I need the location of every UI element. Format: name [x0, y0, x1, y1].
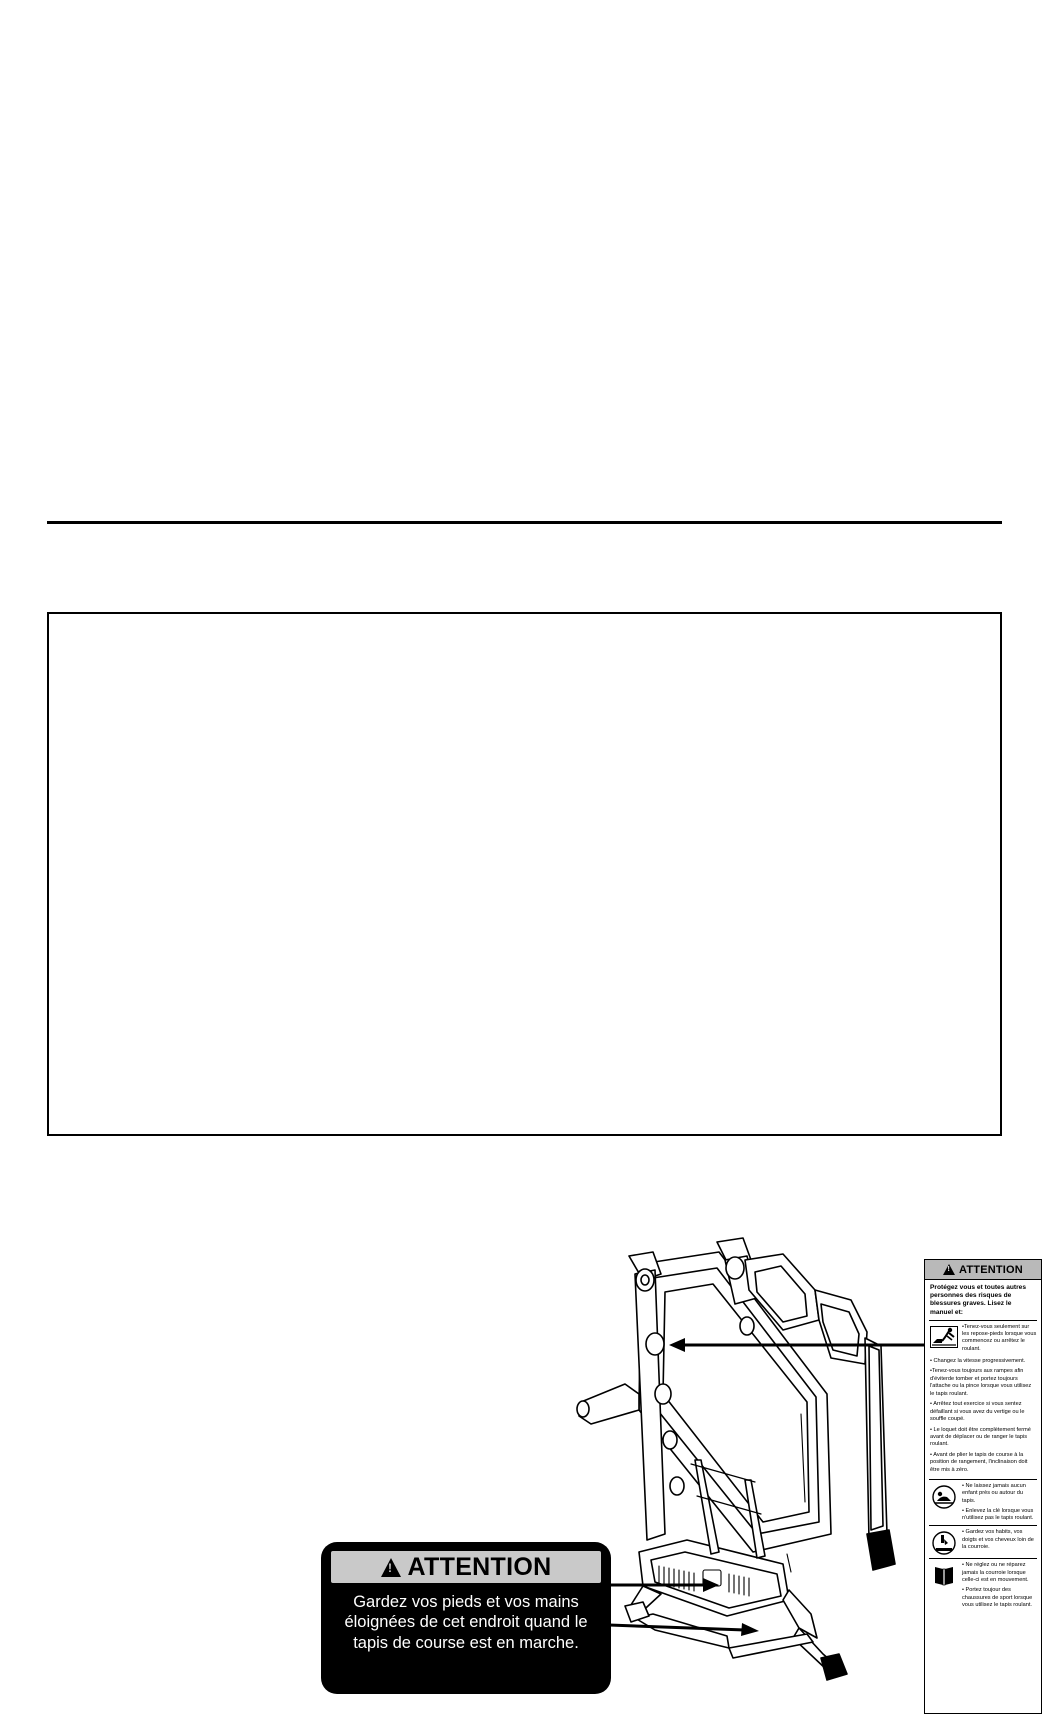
decal-section-children — [925, 1480, 1041, 1525]
decal-keep-clear — [321, 1542, 611, 1694]
decal-bullet: • Avant de plier le tapis de course à la position de rangement, l'inclinaison doit être mis à zéro. — [930, 1451, 1028, 1473]
callout-arrow-upper — [669, 1336, 927, 1354]
decal-section-hands — [925, 1526, 1041, 1558]
decal-right-lead: Protégez vous et toutes autres personnes des risques de blessures graves. Lisez le manuel et: — [930, 1284, 1026, 1316]
decal-section-hands-text — [962, 1529, 1037, 1551]
no-children-icon — [929, 1483, 959, 1509]
horizontal-rule — [47, 521, 1002, 524]
decal-section-footrail-text — [962, 1324, 1037, 1353]
decal-left-body — [331, 1583, 601, 1653]
decal-bullet: •Tenez-vous toujours aux rampes afin d'éviterde tomber et portez toujours l'attache ou la pince lorsque vous utilisez le tapis roulant. — [930, 1368, 1032, 1397]
warning-triangle-icon — [381, 1558, 401, 1577]
keep-hands-clear-icon — [929, 1529, 959, 1555]
decal-line: • Portez toujour des chaussures de sport lorsque vous utilisez le tapis roulant. — [962, 1587, 1033, 1608]
decal-bullet: • Changez la vitesse progressivement. — [930, 1358, 1026, 1364]
decal-attention-list — [924, 1259, 1042, 1714]
decal-bullet: • Le loquet doit être complètement fermé avant de déplacer ou de ranger le tapis roulant. — [930, 1426, 1031, 1448]
decal-line: •Tenez-vous seulement sur les repose-pieds lorsque vous commencez ou arrêtez le roulant. — [962, 1323, 1037, 1352]
callout-arrow-left-upper — [609, 1576, 719, 1594]
decal-right-title: ATTENTION — [959, 1263, 1023, 1276]
callout-arrow-left-lower — [609, 1614, 759, 1636]
decal-bullet-list — [925, 1356, 1041, 1479]
illustration-panel — [47, 612, 1037, 1652]
decal-section-manual — [925, 1559, 1041, 1612]
decal-line: • Ne laissez jamais aucun enfant près ou autour du tapis. — [962, 1483, 1026, 1504]
decal-left-title: ATTENTION — [407, 1552, 552, 1581]
decal-right-header — [925, 1260, 1041, 1280]
decal-section-children-text — [962, 1483, 1037, 1522]
decal-bullet: • Arrêtez tout exercice si vous sentez défaillant si vous avez du vertige ou le souffle coupé. — [930, 1401, 1025, 1423]
decal-section-footrail — [925, 1321, 1041, 1356]
decal-left-text: Gardez vos pieds et vos mains éloignées de cet endroit quand le tapis de course est en marche. — [344, 1593, 588, 1652]
decal-line: • Ne réglez ou ne réparez jamais la courroie lorsque celle-ci est en mouvement. — [962, 1562, 1029, 1583]
foot-on-footrail-icon — [929, 1324, 959, 1348]
decal-left-header — [331, 1551, 601, 1583]
decal-line: • Enlevez la clé lorsque vous n'utilisez pas le tapis roulant. — [962, 1507, 1034, 1522]
decal-section-manual-text — [962, 1562, 1037, 1609]
read-manual-icon — [929, 1562, 959, 1588]
decal-line: • Gardez vos habits, vos doigts et vos cheveux loin de la courroie. — [962, 1529, 1034, 1550]
warning-triangle-icon — [943, 1264, 955, 1275]
